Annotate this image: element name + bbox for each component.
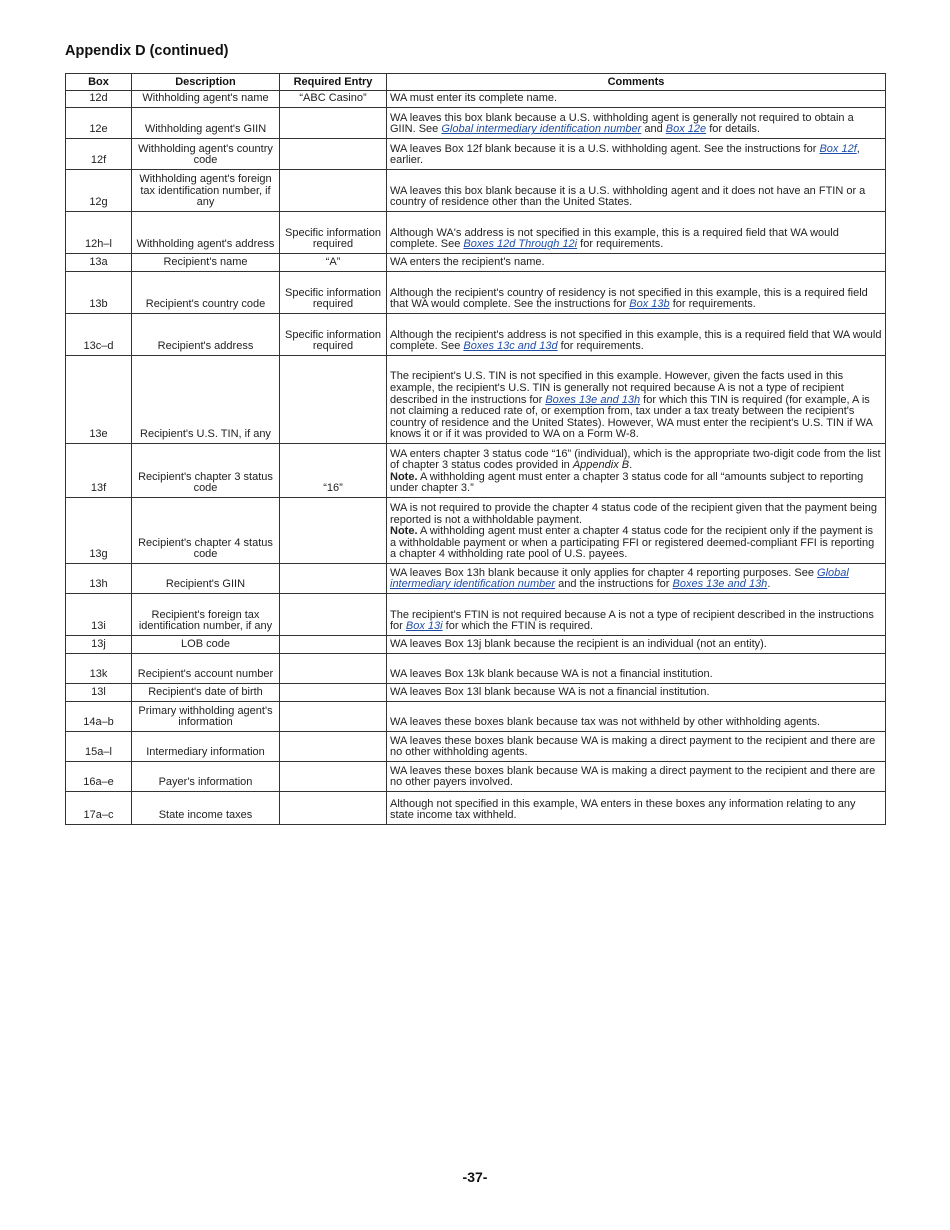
comments-cell xyxy=(387,314,886,356)
boxes-13c-13d-link[interactable]: Boxes 13c and 13d xyxy=(463,340,558,353)
required-entry-cell: “16” xyxy=(280,444,387,498)
box-cell: 13e xyxy=(66,356,132,444)
note-label: Note. xyxy=(390,525,418,538)
comment-text: The recipient's U.S. TIN is not specified in this example. However, given the facts used in this example, the recipient's U.S. TIN is generally not required because A is not a type of recipient described in the instructions for xyxy=(390,370,844,406)
box-cell: 13c–d xyxy=(66,314,132,356)
required-entry-cell xyxy=(280,702,387,732)
comment-text: for which this TIN is required (for example, A is not claiming a reduced rate of, or exemption from, tax under a tax treaty between the recipient's country of residence and the United States). However, WA must enter the recipient's U.S. TIN if WA knows it or if it was provided to WA on a Form W-8. xyxy=(390,393,873,441)
comment-text: WA enters chapter 3 status code “16” (individual), which is the appropriate two-digit code from the list of chapter 3 status codes provided in xyxy=(390,447,881,472)
table-row xyxy=(66,702,886,732)
description-cell: Primary withholding agent's information xyxy=(132,702,280,732)
description-cell: Withholding agent's address xyxy=(132,212,280,254)
comment-text: Although WA's address is not specified in this example, this is a required field that WA would complete. See xyxy=(390,226,839,251)
comment-text: The recipient's FTIN is not required because A is not a type of recipient described in the instructions for xyxy=(390,608,874,633)
table-row xyxy=(66,564,886,594)
box-cell: 13i xyxy=(66,594,132,636)
required-entry-cell: Specific information required xyxy=(280,212,387,254)
comment-text: WA leaves Box 13h blank because it only applies for chapter 4 reporting purposes. See xyxy=(390,566,818,579)
comment-text: . xyxy=(767,578,771,591)
comments-cell xyxy=(387,212,886,254)
comment-text: WA leaves this box blank because a U.S. withholding agent is generally not required to obtain a GIIN. See xyxy=(390,111,854,136)
table-row xyxy=(66,108,886,139)
table-row xyxy=(66,212,886,254)
comments-cell: WA leaves this box blank because it is a U.S. withholding agent and it does not have an FTIN or a country of residence other than the United States. xyxy=(387,170,886,212)
description-cell: Recipient's GIIN xyxy=(132,564,280,594)
required-entry-cell xyxy=(280,684,387,702)
box-cell: 13h xyxy=(66,564,132,594)
section-heading: Appendix D (continued) xyxy=(65,43,229,59)
table-row xyxy=(66,314,886,356)
comment-text: . xyxy=(629,459,633,472)
box-cell: 13j xyxy=(66,636,132,654)
description-cell: Recipient's account number xyxy=(132,654,280,684)
comment-text: , earlier. xyxy=(390,142,860,167)
table-row xyxy=(66,792,886,825)
required-entry-cell xyxy=(280,564,387,594)
boxes-12d-12i-link[interactable]: Boxes 12d Through 12i xyxy=(463,238,578,251)
header-description: Description xyxy=(132,74,280,91)
box-cell: 12h–l xyxy=(66,212,132,254)
description-cell: Intermediary information xyxy=(132,732,280,762)
table-row xyxy=(66,170,886,212)
box-cell: 12g xyxy=(66,170,132,212)
comments-cell: WA must enter its complete name. xyxy=(387,91,886,108)
description-cell: State income taxes xyxy=(132,792,280,825)
description-cell: Payer's information xyxy=(132,762,280,792)
comment-text: Although the recipient's country of residency is not specified in this example, this is a required field that WA would complete. See the instructions for xyxy=(390,286,868,311)
comments-cell xyxy=(387,594,886,636)
description-cell: Withholding agent's foreign tax identification number, if any xyxy=(132,170,280,212)
box-cell: 12d xyxy=(66,91,132,108)
comments-cell: WA leaves these boxes blank because tax was not withheld by other withholding agents. xyxy=(387,702,886,732)
giin-link[interactable]: Global intermediary identification number xyxy=(390,566,849,591)
table-row xyxy=(66,684,886,702)
table-row xyxy=(66,356,886,444)
required-entry-cell: Specific information required xyxy=(280,314,387,356)
table-row xyxy=(66,762,886,792)
required-entry-cell xyxy=(280,108,387,139)
required-entry-cell xyxy=(280,792,387,825)
comments-cell: WA leaves Box 13l blank because WA is not a financial institution. xyxy=(387,684,886,702)
header-required-entry: Required Entry xyxy=(280,74,387,91)
comments-cell: WA enters the recipient's name. xyxy=(387,254,886,272)
comment-text: WA is not required to provide the chapter 4 status code of the recipient given that the payment being reported is not a withholdable payment. xyxy=(390,502,877,526)
header-box: Box xyxy=(66,74,132,91)
required-entry-cell xyxy=(280,139,387,170)
comments-cell xyxy=(387,498,886,564)
appendix-b-reference: Appendix B xyxy=(572,459,630,472)
description-cell: Recipient's U.S. TIN, if any xyxy=(132,356,280,444)
comments-cell: WA leaves these boxes blank because WA is making a direct payment to the recipient and there are no other payers involved. xyxy=(387,762,886,792)
required-entry-cell: Specific information required xyxy=(280,272,387,314)
page-number: -37- xyxy=(462,1169,488,1185)
box-cell: 13b xyxy=(66,272,132,314)
comments-cell: Although not specified in this example, WA enters in these boxes any information relating to any state income tax withheld. xyxy=(387,792,886,825)
comment-text: for details. xyxy=(706,123,760,136)
box-cell: 16a–e xyxy=(66,762,132,792)
required-entry-cell xyxy=(280,594,387,636)
required-entry-cell xyxy=(280,636,387,654)
table-row xyxy=(66,444,886,498)
box-cell: 13a xyxy=(66,254,132,272)
required-entry-cell xyxy=(280,654,387,684)
comment-text: for requirements. xyxy=(669,298,756,311)
box-cell: 13l xyxy=(66,684,132,702)
comment-text: WA leaves Box 12f blank because it is a U.S. withholding agent. See the instructions for xyxy=(390,142,820,155)
box-cell: 15a–l xyxy=(66,732,132,762)
required-entry-cell xyxy=(280,762,387,792)
required-entry-cell xyxy=(280,732,387,762)
required-entry-cell xyxy=(280,356,387,444)
giin-link[interactable]: Global intermediary identification number xyxy=(441,123,642,136)
comments-cell xyxy=(387,272,886,314)
appendix-d-table xyxy=(65,73,886,825)
table-row xyxy=(66,254,886,272)
table-row xyxy=(66,272,886,314)
comment-text: Although the recipient's address is not specified in this example, this is a required field that WA would complete. See xyxy=(390,328,882,353)
comments-cell: WA leaves Box 13k blank because WA is not a financial institution. xyxy=(387,654,886,684)
box-12e-link[interactable]: Box 12e xyxy=(665,123,707,136)
comments-cell: WA leaves Box 13j blank because the recipient is an individual (not an entity). xyxy=(387,636,886,654)
description-cell: Recipient's country code xyxy=(132,272,280,314)
table-row xyxy=(66,594,886,636)
required-entry-cell xyxy=(280,498,387,564)
description-cell: Withholding agent's country code xyxy=(132,139,280,170)
note-label: Note. xyxy=(390,470,418,483)
comment-text: and the instructions for xyxy=(555,578,673,591)
box-13b-link[interactable]: Box 13b xyxy=(629,298,670,311)
comments-cell xyxy=(387,356,886,444)
required-entry-cell: “A” xyxy=(280,254,387,272)
comments-cell xyxy=(387,564,886,594)
comment-text: for requirements. xyxy=(577,238,664,251)
description-cell: Recipient's chapter 3 status code xyxy=(132,444,280,498)
table-header-row xyxy=(66,74,886,91)
boxes-13e-13h-link[interactable]: Boxes 13e and 13h xyxy=(545,393,641,406)
comment-text: for requirements. xyxy=(557,340,644,353)
box-13i-link[interactable]: Box 13i xyxy=(405,620,443,633)
table-row xyxy=(66,732,886,762)
box-cell: 12f xyxy=(66,139,132,170)
comments-cell xyxy=(387,108,886,139)
table-row xyxy=(66,636,886,654)
box-cell: 13k xyxy=(66,654,132,684)
comments-cell xyxy=(387,444,886,498)
header-comments: Comments xyxy=(387,74,886,91)
description-cell: Recipient's foreign tax identification number, if any xyxy=(132,594,280,636)
description-cell: Recipient's chapter 4 status code xyxy=(132,498,280,564)
boxes-13e-13h-link[interactable]: Boxes 13e and 13h xyxy=(672,578,768,591)
description-cell: Recipient's date of birth xyxy=(132,684,280,702)
comment-text: A withholding agent must enter a chapter 4 status code for the recipient only if the payment is a withholdable payment or when a participating FFI or registered deemed-compliant FFI is reporting a chapter 4 withholding rate pool of U.S. payees. xyxy=(390,525,875,561)
box-12f-link[interactable]: Box 12f xyxy=(819,142,857,155)
box-cell: 12e xyxy=(66,108,132,139)
description-cell: LOB code xyxy=(132,636,280,654)
comment-text: A withholding agent must enter a chapter 3 status code for all “amounts subject to reporting under chapter 3.” xyxy=(390,470,864,495)
box-cell: 13f xyxy=(66,444,132,498)
comments-cell xyxy=(387,139,886,170)
required-entry-cell: “ABC Casino” xyxy=(280,91,387,108)
table-row xyxy=(66,498,886,564)
comment-text: and xyxy=(641,123,666,136)
table-row xyxy=(66,654,886,684)
box-cell: 17a–c xyxy=(66,792,132,825)
table-row xyxy=(66,139,886,170)
required-entry-cell xyxy=(280,170,387,212)
description-cell: Withholding agent's name xyxy=(132,91,280,108)
description-cell: Recipient's address xyxy=(132,314,280,356)
box-cell: 14a–b xyxy=(66,702,132,732)
box-cell: 13g xyxy=(66,498,132,564)
description-cell: Withholding agent's GIIN xyxy=(132,108,280,139)
comments-cell: WA leaves these boxes blank because WA is making a direct payment to the recipient and there are no other withholding agents. xyxy=(387,732,886,762)
description-cell: Recipient's name xyxy=(132,254,280,272)
table-row xyxy=(66,91,886,108)
comment-text: for which the FTIN is required. xyxy=(442,620,593,633)
